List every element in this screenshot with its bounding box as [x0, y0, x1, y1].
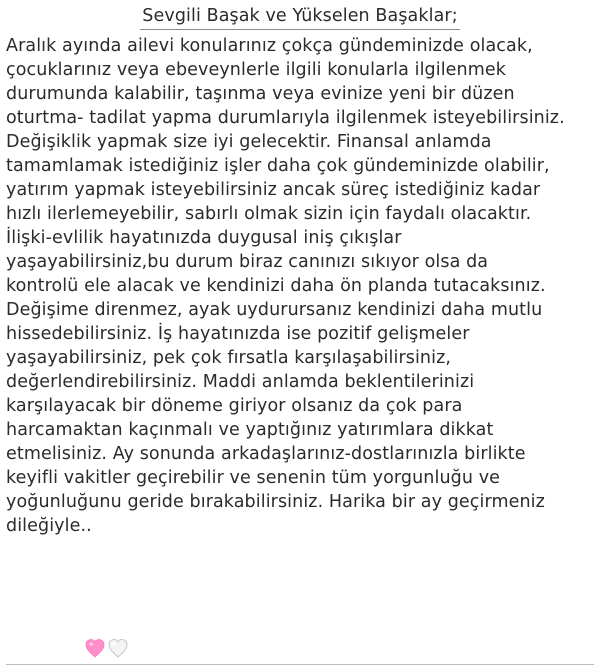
body-line: Aralık ayında ailevi konularınız çokça gündeminizde olacak,: [6, 36, 533, 56]
body-line: oturtma- tadilat yapma durumlarıyla ilgilenmek isteyebilirsiniz.: [6, 108, 565, 128]
body-line: yaşayabilirsiniz, pek çok fırsatla karşılaşabilirsiniz,: [6, 348, 452, 368]
title-wrapper: [0, 4, 600, 30]
body-line: kontrolü ele alacak ve kendinizi daha ön planda tutacaksınız.: [6, 276, 546, 296]
body-line: değerlendirebilirsiniz. Maddi anlamda beklentilerinizi: [6, 372, 475, 392]
body-line: hissedebilirsiniz. İş hayatınızda ise pozitif gelişmeler: [6, 324, 470, 344]
body-line: durumunda kalabilir, taşınma veya evinize yeni bir düzen: [6, 84, 515, 104]
body-line: çocuklarınız veya ebeveynlerle ilgili konularla ilgilenmek: [6, 60, 506, 80]
bottom-divider: [6, 664, 594, 665]
body-line: İlişki-evlilik hayatınızda duygusal iniş çıkışlar: [6, 228, 402, 248]
body-line: karşılayacak bir döneme giriyor olsanız da çok para: [6, 396, 463, 416]
body-line: Değişime direnmez, ayak uydurursanız kendinizi daha mutlu: [6, 300, 543, 320]
body-line: dileğiyle..: [6, 516, 92, 536]
pink-heart-icon: [86, 640, 104, 658]
body-line: etmelisiniz. Ay sonunda arkadaşlarınız-dostlarınızla birlikte: [6, 444, 526, 464]
note-title: Sevgili Başak ve Yükselen Başaklar;: [140, 4, 459, 30]
white-heart-icon: [109, 640, 127, 658]
body-line: yoğunluğunu geride bırakabilirsiniz. Harika bir ay geçirmeniz: [6, 492, 545, 512]
body-line: keyifli vakitler geçirebilir ve senenin tüm yorgunluğu ve: [6, 468, 501, 488]
body-line: Değişiklik yapmak size iyi gelecektir. Finansal anlamda: [6, 132, 492, 152]
body-line: hızlı ilerlemeyebilir, sabırlı olmak sizin için faydalı olacaktır.: [6, 204, 532, 224]
body-line: tamamlamak istediğiniz işler daha çok gündeminizde olabilir,: [6, 156, 550, 176]
body-line: yaşayabilirsiniz,bu durum biraz canınızı sıkıyor olsa da: [6, 252, 489, 272]
hearts-emoji: [84, 637, 132, 659]
body-line: harcamaktan kaçınmalı ve yaptığınız yatırımlara dikkat: [6, 420, 494, 440]
body-line: yatırım yapmak isteyebilirsiniz ancak süreç istediğiniz kadar: [6, 180, 541, 200]
